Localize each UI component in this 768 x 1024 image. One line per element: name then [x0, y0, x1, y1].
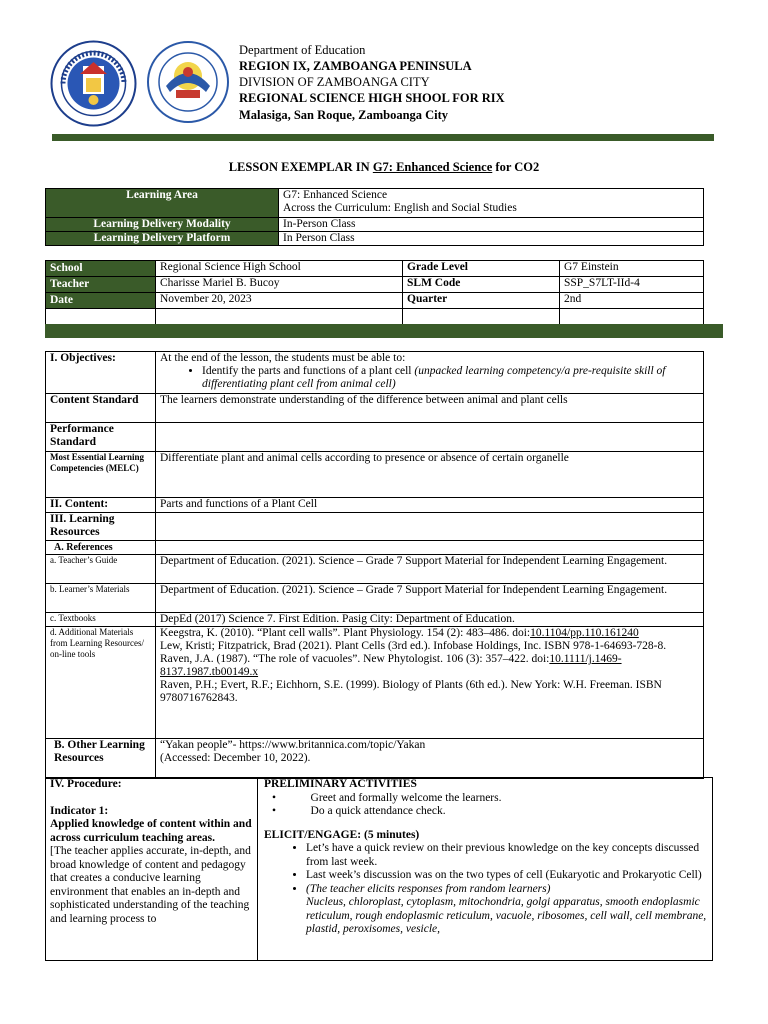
school-address: Malasiga, San Roque, Zamboanga City	[239, 108, 449, 122]
header-divider	[52, 134, 714, 141]
platform-label: Learning Delivery Platform	[46, 232, 279, 246]
reference-3-doi-link[interactable]: 10.1111/j.1469-8137.1987.tb00149.x	[160, 653, 622, 678]
dept-name: Department of Education	[239, 43, 366, 57]
elicit-item-3: • (The teacher elicits responses from random learners) Nucleus, chloroplast, cytoplasm, mitochondria, golgi apparatus, smooth endoplasmic reticulum, rough endoplasmic reticulum, vacuole, ribosomes, cell wall, cell membrane, plastid, peroxisomes, vesicle,	[306, 883, 708, 937]
learning-resources-label: III. Learning Resources	[46, 513, 156, 541]
elicit-title: ELICIT/ENGAGE: (5 minutes)	[264, 828, 420, 841]
melc-value: Differentiate plant and animal cells according to presence or absence of certain organelle	[156, 452, 704, 498]
textbooks-label: c. Textbooks	[46, 613, 156, 627]
reference-1-doi-link[interactable]: 10.1104/pp.110.161240	[530, 627, 639, 639]
content-standard-value: The learners demonstrate understanding of the difference between animal and plant cells	[156, 394, 704, 423]
grade-value: G7 Einstein	[560, 261, 704, 277]
rshs-seal	[146, 40, 230, 124]
textbooks-value: DepEd (2017) Science 7. First Edition. Pasig City: Department of Education.	[156, 613, 704, 627]
performance-standard-label: Performance Standard	[46, 423, 156, 452]
school-name: REGIONAL SCIENCE HIGH SHOOL FOR RIX	[239, 91, 505, 105]
preliminary-title: PRELIMINARY ACTIVITIES	[264, 778, 417, 790]
content-label: II. Content:	[46, 498, 156, 513]
reference-2: Lew, Kristi; Fitzpatrick, Brad (2021). Plant Cells (3rd ed.). Infobase Holdings, Inc. ISBN 978-1-64693-728-8.	[160, 640, 667, 652]
references-label: A. References	[46, 541, 156, 555]
content-standard-label: Content Standard	[46, 394, 156, 423]
reference-3: Raven, J.A. (1987). “The role of vacuoles”. New Phytologist. 106 (3): 357–422. doi:10.1111/j.1469-8137.1987.tb00149.x	[160, 653, 622, 678]
modality-label: Learning Delivery Modality	[46, 218, 279, 232]
quarter-label: Quarter	[403, 293, 560, 309]
teachers-guide-label: a. Teacher’s Guide	[46, 555, 156, 584]
teachers-guide-value: Department of Education. (2021). Science – Grade 7 Support Material for Independent Learning Engagement.	[156, 555, 704, 584]
procedure-table	[45, 777, 713, 961]
grade-label: Grade Level	[403, 261, 560, 277]
division-name: DIVISION OF ZAMBOANGA CITY	[239, 75, 430, 89]
indicator-label: Indicator 1:	[50, 804, 109, 817]
slm-label: SLM Code	[403, 277, 560, 293]
modality-value: In-Person Class	[279, 218, 704, 232]
date-label: Date	[46, 293, 156, 309]
indicator-description: [The teacher applies accurate, in-depth, and broad knowledge of content and pedagogy that creates a conducive learning environment that enables an in-depth and sophisticated understanding of the teaching and learning process to	[50, 845, 251, 925]
region-name: REGION IX, ZAMBOANGA PENINSULA	[239, 59, 472, 73]
objective-item: • Identify the parts and functions of a plant cell (unpacked learning competency/a pre-requisite skill of differentiating plant cell from animal cell)	[202, 365, 699, 391]
procedure-right-cell	[258, 778, 713, 961]
deped-seal	[50, 40, 137, 127]
procedure-label: IV. Procedure:	[50, 778, 122, 790]
additional-materials-value	[156, 627, 704, 739]
objectives-cell: At the end of the lesson, the students must be able to: • Identify the parts and functions of a plant cell (unpacked learning competency/a pre-requisite skill of differentiating plant cell from animal cell)	[156, 352, 704, 394]
additional-materials-label: d. Additional Materials from Learning Resources/ on-line tools	[46, 627, 156, 739]
other-resources-value: “Yakan people”- https://www.britannica.com/topic/Yakan (Accessed: December 10, 2022).	[156, 739, 704, 779]
learning-area-value: G7: Enhanced Science Across the Curriculum: English and Social Studies	[279, 189, 704, 218]
title-subject: G7: Enhanced Science	[372, 160, 493, 174]
indicator-title: Applied knowledge of content within and across curriculum teaching areas.	[50, 818, 252, 844]
platform-value: In Person Class	[279, 232, 704, 246]
section-divider	[45, 324, 723, 338]
school-label: School	[46, 261, 156, 277]
learners-materials-value: Department of Education. (2021). Science – Grade 7 Support Material for Independent Learning Engagement.	[156, 584, 704, 613]
prelim-item-1: • Greet and formally welcome the learners.	[272, 791, 502, 804]
school-value: Regional Science High School	[156, 261, 403, 277]
objectives-label: I. Objectives:	[46, 352, 156, 394]
learning-area-table	[45, 188, 704, 246]
learners-materials-label: b. Learner’s Materials	[46, 584, 156, 613]
learning-area-label: Learning Area	[46, 189, 279, 218]
procedure-left-cell	[46, 778, 258, 961]
elicit-item-1: • Let’s have a quick review on their previous knowledge on the key concepts discussed from last week.	[306, 842, 708, 869]
reference-1: Keegstra, K. (2010). “Plant cell walls”. Plant Physiology. 154 (2): 483–486. doi:10.1104/pp.110.161240	[160, 627, 639, 639]
teacher-value: Charisse Mariel B. Bucoy	[156, 277, 403, 293]
reference-4: Raven, P.H.; Evert, R.F.; Eichhorn, S.E. (1999). Biology of Plants (6th ed.). New York: W.H. Freeman. ISBN 9780716762843.	[160, 679, 662, 704]
performance-standard-value	[156, 423, 704, 452]
lesson-plan-table	[45, 351, 704, 779]
date-value: November 20, 2023	[156, 293, 403, 309]
page-title: LESSON EXEMPLAR IN G7: Enhanced Science for CO2	[228, 160, 540, 174]
prelim-item-2: • Do a quick attendance check.	[272, 805, 446, 817]
melc-label: Most Essential Learning Competencies (MELC)	[46, 452, 156, 498]
quarter-value: 2nd	[560, 293, 704, 309]
school-info-table	[45, 260, 704, 325]
teacher-label: Teacher	[46, 277, 156, 293]
elicit-item-2: • Last week’s discussion was on the two types of cell (Eukaryotic and Prokaryotic Cell)	[306, 869, 708, 883]
slm-value: SSP_S7LT-IId-4	[560, 277, 704, 293]
content-value: Parts and functions of a Plant Cell	[156, 498, 704, 513]
other-resources-label: B. Other Learning Resources	[46, 739, 156, 779]
